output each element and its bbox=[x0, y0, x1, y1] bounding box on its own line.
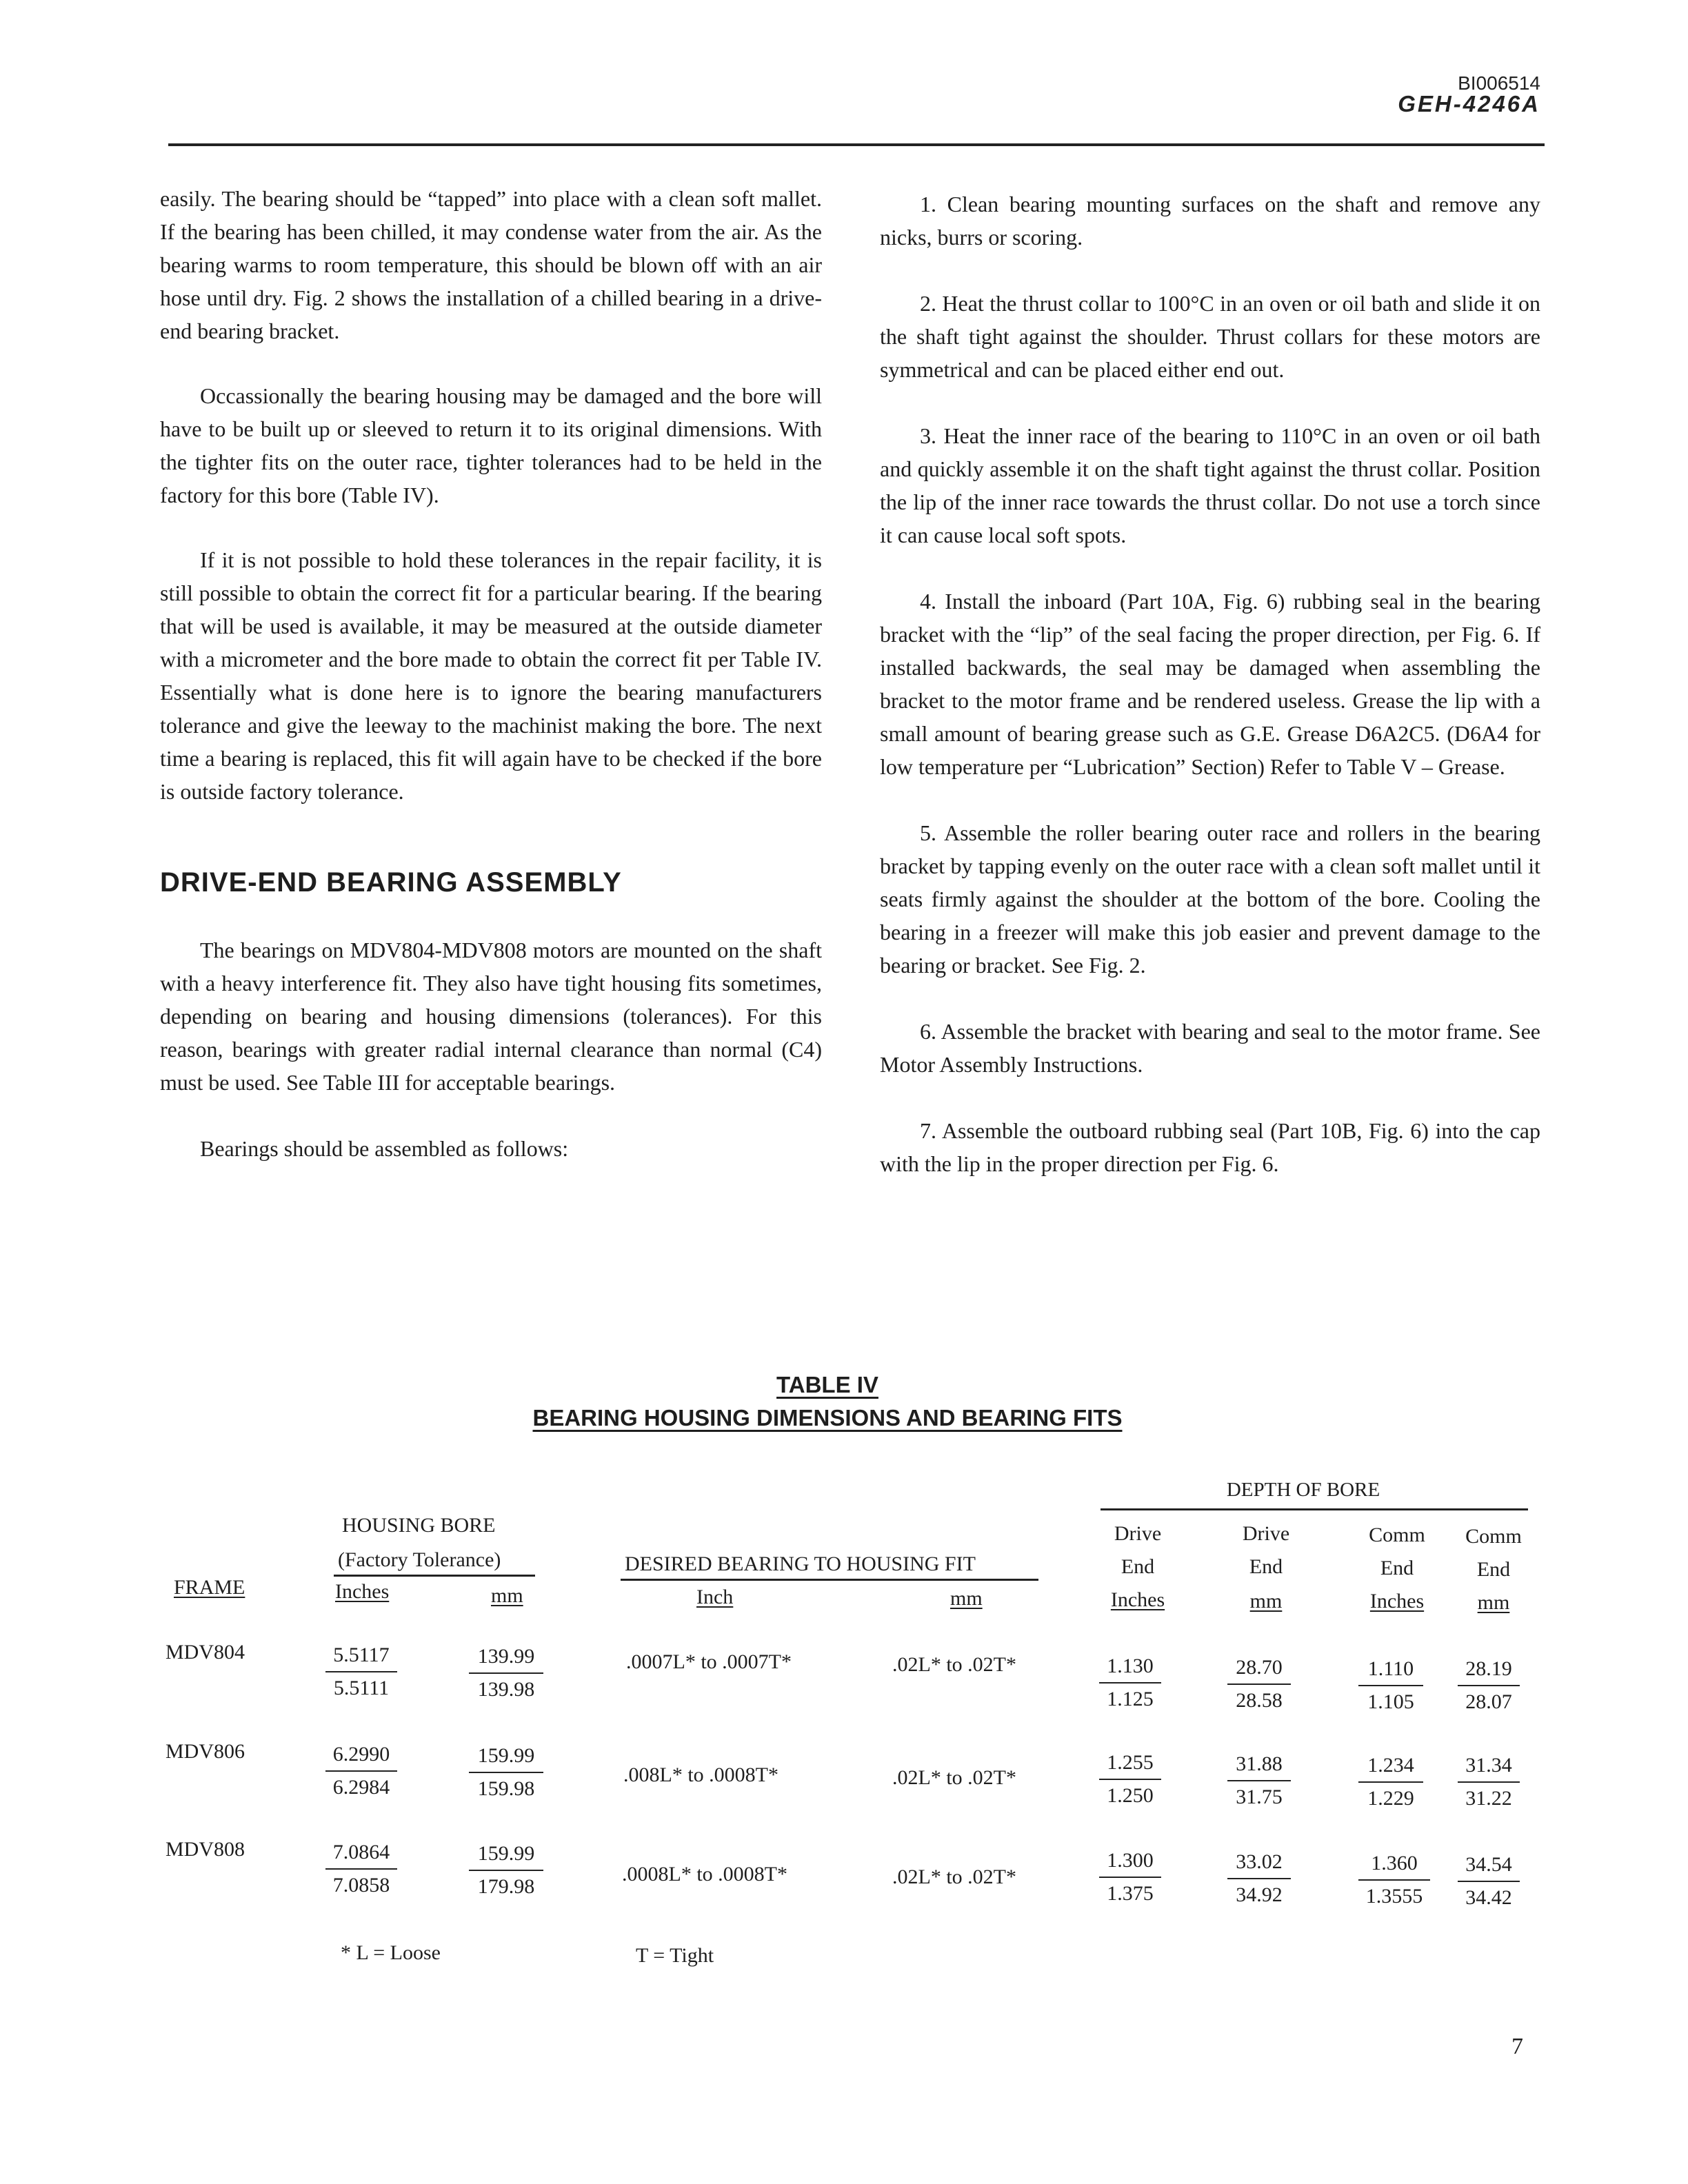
header-factory-tolerance: (Factory Tolerance) bbox=[338, 1548, 501, 1571]
depth-de-mm-mdv804: $\frac{28.70}{28.58}$ bbox=[1227, 1656, 1291, 1712]
step-6: 6. Assemble the bracket with bearing and seal to the motor frame. See Motor Assembly Instructions. bbox=[880, 1019, 1540, 1077]
fit-mm-mdv806: .02L* to .02T* bbox=[892, 1766, 1016, 1789]
left-column bbox=[160, 182, 822, 1165]
depth-ce-mm-mdv808: $\frac{34.54}{34.42}$ bbox=[1458, 1853, 1520, 1910]
depth-de-mm-mdv808: $\frac{33.02}{34.92}$ bbox=[1227, 1850, 1291, 1907]
header-rule-housing bbox=[334, 1575, 535, 1577]
frame-mdv804: MDV804 bbox=[165, 1641, 245, 1664]
header-housing-bore: HOUSING BORE bbox=[342, 1514, 496, 1537]
depth-ce-mm-mdv804: $\frac{28.19}{28.07}$ bbox=[1458, 1657, 1520, 1714]
step-1: 1. Clean bearing mounting surfaces on the shaft and remove any nicks, burrs or scoring. bbox=[880, 192, 1540, 250]
header-end-4: End bbox=[1476, 1558, 1511, 1581]
table-title: TABLE IV bbox=[776, 1372, 878, 1397]
paragraph: The bearings on MDV804-MDV808 motors are mounted on the shaft with a heavy interference fit. They also have tight housing fits sometimes, depending on bearing and housing dimensions (tolerances). For this reason, bearings with greater radial internal clearance than normal (C4) must be used. See Table III for acceptable bearings. bbox=[160, 938, 822, 1095]
header-mm-de: mm bbox=[1249, 1590, 1283, 1612]
depth-ce-mm-mdv806: $\frac{31.34}{31.22}$ bbox=[1458, 1754, 1520, 1810]
header-rule bbox=[168, 143, 1545, 146]
header-mm-fit: mm bbox=[950, 1587, 983, 1610]
header-frame: FRAME bbox=[174, 1576, 245, 1599]
step-2: 2. Heat the thrust collar to 100°C in an oven or oil bath and slide it on the shaft tight against the shoulder. Thrust collars for these motors are symmetrical and can be placed either end out. bbox=[880, 291, 1540, 382]
header-inch-fit: Inch bbox=[696, 1586, 734, 1608]
depth-de-inches-mdv808: $\frac{1.300}{1.375}$ bbox=[1099, 1849, 1161, 1905]
header-drive-2: Drive bbox=[1242, 1522, 1290, 1545]
section-heading: DRIVE-END BEARING ASSEMBLY bbox=[160, 867, 622, 898]
header-drive-1: Drive bbox=[1114, 1522, 1162, 1545]
step-7: 7. Assemble the outboard rubbing seal (Part 10B, Fig. 6) into the cap with the lip in the proper direction per Fig. 6. bbox=[880, 1118, 1540, 1176]
paragraph: If it is not possible to hold these tolerances in the repair facility, it is still possible to obtain the correct fit for a particular bearing. If the bearing that will be used is available, it may be measured at the outside diameter with a micrometer and the bore made to obtain the correct fit per Table IV. Essentially what is done here is to ignore the bearing manufacturers tolerance and give the leeway to the machinist making the bore. The next time a bearing is replaced, this fit will again have to be checked if the bore is outside factory tolerance. bbox=[160, 547, 822, 804]
header-depth-of-bore: DEPTH OF BORE bbox=[1226, 1479, 1380, 1501]
header-inches-bore: Inches bbox=[335, 1580, 390, 1603]
header-desired-fit: DESIRED BEARING TO HOUSING FIT bbox=[625, 1553, 976, 1575]
frame-mdv808: MDV808 bbox=[165, 1838, 245, 1861]
header-comm-2: Comm bbox=[1465, 1525, 1522, 1548]
step-4: 4. Install the inboard (Part 10A, Fig. 6) rubbing seal in the bearing bracket with the “lip” of the seal facing the proper direction, per Fig. 6. If installed backwards, the seal may be damaged when assembling the bracket to the motor frame and be rendered useless. Grease the lip with a small amount of bearing grease such as G.E. Grease D6A2C5. (D6A4 for low temperature per “Lubrication” Section) Refer to Table V – Grease. bbox=[880, 589, 1540, 779]
header-rule-fit bbox=[621, 1579, 1038, 1581]
fit-inch-mdv804: .0007L* to .0007T* bbox=[626, 1650, 792, 1673]
fit-inch-mdv808: .0008L* to .0008T* bbox=[622, 1863, 787, 1885]
depth-de-inches-mdv804: $\frac{1.130}{1.125}$ bbox=[1099, 1655, 1161, 1711]
fit-mm-mdv804: .02L* to .02T* bbox=[892, 1653, 1016, 1676]
page-number: 7 bbox=[1511, 2034, 1523, 2059]
frame-mdv806: MDV806 bbox=[165, 1740, 245, 1763]
bore-mm-mdv806: $\frac{159.99}{159.98}$ bbox=[469, 1744, 543, 1801]
depth-de-inches-mdv806: $\frac{1.255}{1.250}$ bbox=[1099, 1751, 1161, 1808]
header-end-1: End bbox=[1121, 1555, 1155, 1578]
header-comm-1: Comm bbox=[1369, 1524, 1425, 1546]
depth-ce-inches-mdv808: $\frac{1.360}{1.3555}$ bbox=[1358, 1852, 1430, 1908]
paragraph: easily. The bearing should be “tapped” into place with a clean soft mallet. If the bearing has been chilled, it may condense water from the air. As the bearing warms to room temperature, this should be blown off with an air hose until dry. Fig. 2 shows the installation of a chilled bearing in a drive-end bearing bracket. bbox=[160, 186, 822, 343]
bore-inches-mdv808: $\frac{7.0864}{7.0858}$ bbox=[325, 1841, 397, 1897]
step-5: 5. Assemble the roller bearing outer race and rollers in the bearing bracket by tapping evenly on the outer race with a clean soft mallet until it seats firmly against the shoulder at the bottom of the bore. Cooling the bearing in a freezer will make this job easier and prevent damage to the bearing or bracket. See Fig. 2. bbox=[880, 820, 1540, 978]
fit-inch-mdv806: .008L* to .0008T* bbox=[623, 1763, 778, 1786]
header-end-2: End bbox=[1249, 1555, 1283, 1578]
header-rule-depth bbox=[1101, 1508, 1528, 1510]
footnote-loose: * L = Loose bbox=[341, 1941, 441, 1964]
bore-mm-mdv804: $\frac{139.99}{139.98}$ bbox=[469, 1645, 543, 1701]
depth-ce-inches-mdv804: $\frac{1.110}{1.105}$ bbox=[1358, 1657, 1423, 1714]
step-3: 3. Heat the inner race of the bearing to 110°C in an oven or oil bath and quickly assemble it on the shaft tight against the thrust collar. Position the lip of the inner race towards the thrust collar. Do not use a torch since it can cause local soft spots. bbox=[880, 423, 1540, 547]
document-number: GEH-4246A bbox=[1398, 91, 1540, 117]
document-code: BI006514 bbox=[1458, 72, 1540, 94]
depth-ce-inches-mdv806: $\frac{1.234}{1.229}$ bbox=[1358, 1754, 1423, 1810]
table-subtitle: BEARING HOUSING DIMENSIONS AND BEARING FITS bbox=[532, 1405, 1123, 1430]
depth-de-mm-mdv806: $\frac{31.88}{31.75}$ bbox=[1227, 1752, 1291, 1809]
header-mm-ce: mm bbox=[1477, 1591, 1510, 1614]
bore-inches-mdv804: $\frac{5.5117}{5.5111}$ bbox=[325, 1644, 397, 1700]
footnote-tight: T = Tight bbox=[636, 1944, 714, 1967]
paragraph: Bearings should be assembled as follows: bbox=[200, 1136, 569, 1161]
header-mm-bore: mm bbox=[491, 1584, 523, 1607]
header-inches-de: Inches bbox=[1110, 1588, 1165, 1611]
bore-inches-mdv806: $\frac{6.2990}{6.2984}$ bbox=[325, 1743, 397, 1799]
document-header bbox=[1398, 72, 1540, 117]
right-column bbox=[880, 188, 1540, 1180]
header-end-3: End bbox=[1380, 1557, 1414, 1579]
fit-mm-mdv808: .02L* to .02T* bbox=[892, 1866, 1016, 1888]
header-inches-ce: Inches bbox=[1369, 1590, 1425, 1612]
paragraph: Occassionally the bearing housing may be damaged and the bore will have to be built up or sleeved to return it to its original dimensions. With the tighter fits on the outer race, tighter tolerances had to be held in the factory for this bore (Table IV). bbox=[160, 383, 822, 507]
bore-mm-mdv808: $\frac{159.99}{179.98}$ bbox=[469, 1842, 543, 1899]
